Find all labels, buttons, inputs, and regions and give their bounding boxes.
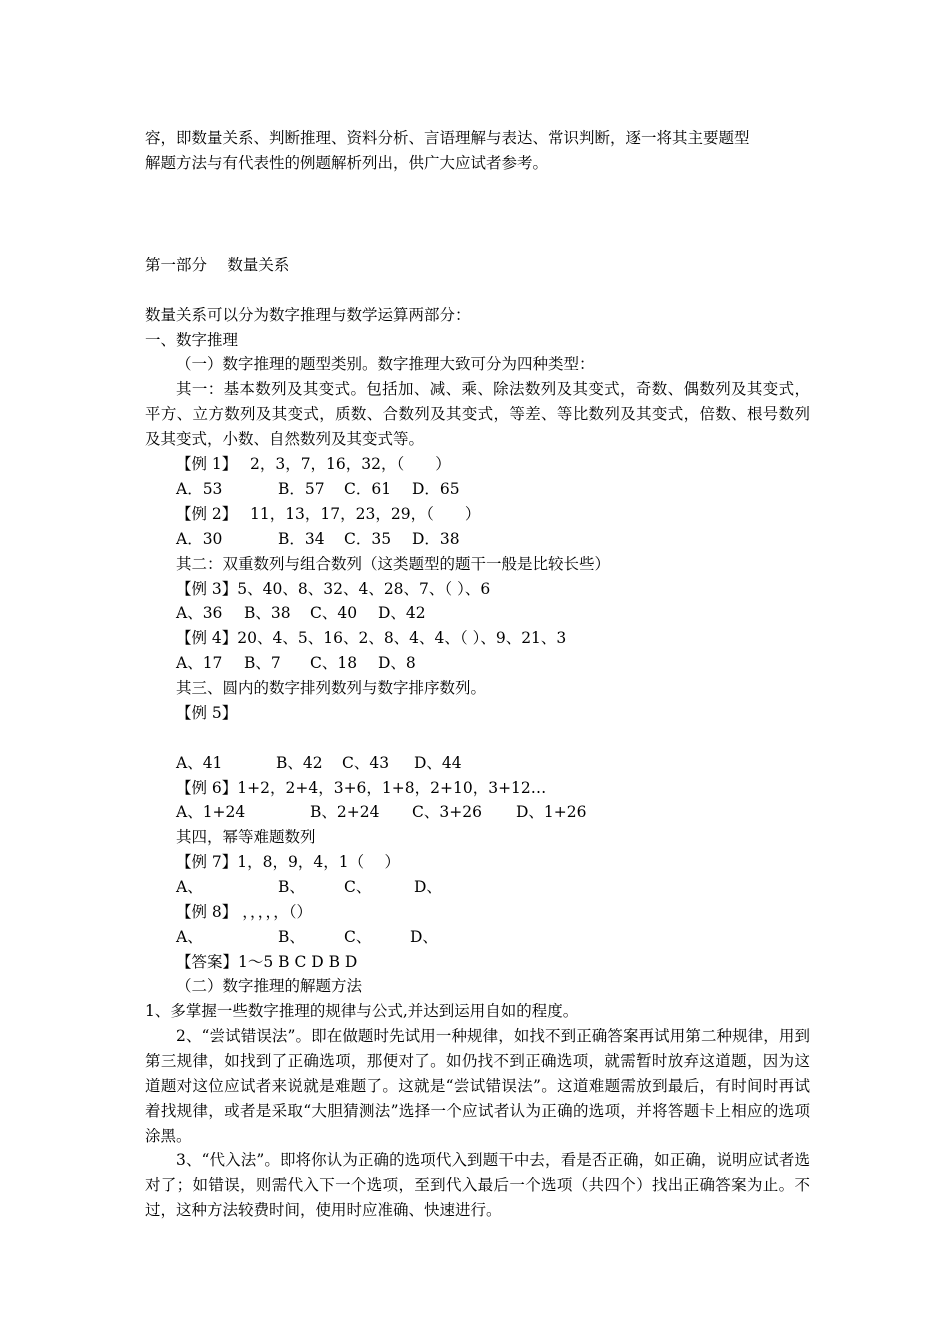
example-6-options xyxy=(176,800,810,825)
types-heading: （一）数字推理的题型类别。数字推理大致可分为四种类型： xyxy=(176,355,595,373)
example-6: 【例 6】1+2，2+4，3+6，1+8，2+10，3+12… xyxy=(176,779,547,797)
option-b: B、2+24 xyxy=(310,803,380,821)
example-7: 【例 7】1，8，9，4，1（ ） xyxy=(176,853,401,871)
example-5: 【例 5】 xyxy=(176,704,238,722)
option-b: B、7 xyxy=(244,654,281,672)
part-title: 第一部分 数量关系 xyxy=(145,256,290,274)
option-c: C、 xyxy=(344,928,372,946)
option-b: B．34 xyxy=(278,530,325,548)
option-d: D．65 xyxy=(412,480,460,498)
part-summary: 数量关系可以分为数字推理与数学运算两部分： xyxy=(145,306,471,324)
example-8-options xyxy=(176,925,810,950)
type4-heading: 其四，幂等难题数列 xyxy=(176,828,316,846)
example-3-options xyxy=(176,601,810,626)
option-c: C．61 xyxy=(344,480,392,498)
option-c: C．35 xyxy=(344,530,392,548)
method-3-paragraph: 3、“代入法”。即将你认为正确的选项代入到题干中去，看是否正确，如正确，说明应试者选对了；如错误，则需代入下一个选项，至到代入最后一个选项（共四个）找出正确答案为止。不过，这种方法较费时间，使用时应准确、快速进行。 xyxy=(145,1151,810,1219)
example-4-options xyxy=(176,651,810,676)
option-d: D、8 xyxy=(378,654,416,672)
example-1-options xyxy=(176,477,810,502)
option-d: D．38 xyxy=(412,530,460,548)
option-d: D、1+26 xyxy=(516,803,587,821)
option-a: A、 xyxy=(176,878,203,896)
example-3: 【例 3】5、40、8、32、4、28、7、（ ）、6 xyxy=(176,580,491,598)
example-2: 【例 2】 11，13，17，23，29，（ ） xyxy=(176,505,481,523)
option-b: B、 xyxy=(278,928,305,946)
intro-line-2: 解题方法与有代表性的例题解析列出，供广大应试者参考。 xyxy=(145,154,549,172)
option-b: B、 xyxy=(278,878,305,896)
option-b: B、38 xyxy=(244,604,291,622)
example-5-options xyxy=(176,751,810,776)
option-c: C、3+26 xyxy=(412,803,482,821)
option-d: D、42 xyxy=(378,604,426,622)
option-a: A．53 xyxy=(176,480,223,498)
method-1: 1、多掌握一些数字推理的规律与公式,并达到运用自如的程度。 xyxy=(145,1002,579,1020)
methods-heading: （二）数字推理的解题方法 xyxy=(176,977,363,995)
option-a: A、17 xyxy=(176,654,223,672)
type3-heading: 其三、圆内的数字排列数列与数字排序数列。 xyxy=(176,679,487,697)
type2-heading: 其二：双重数列与组合数列（这类题型的题干一般是比较长些） xyxy=(176,555,611,573)
section-heading: 一、数字推理 xyxy=(145,331,239,349)
option-a: A、36 xyxy=(176,604,223,622)
option-c: C、18 xyxy=(310,654,358,672)
option-c: C、 xyxy=(344,878,372,896)
option-c: C、40 xyxy=(310,604,358,622)
option-a: A．30 xyxy=(176,530,223,548)
example-8: 【例 8】 ，，，，，（） xyxy=(176,903,312,921)
option-b: B．57 xyxy=(278,480,325,498)
example-7-options xyxy=(176,875,810,900)
option-a: A、41 xyxy=(176,754,223,772)
example-2-options xyxy=(176,527,810,552)
example-4: 【例 4】20、4、5、16、2、8、4、4、（ ）、9、21、3 xyxy=(176,629,567,647)
type1-paragraph: 其一：基本数列及其变式。包括加、减、乘、除法数列及其变式，奇数、偶数列及其变式，平方、立方数列及其变式，质数、合数列及其变式，等差、等比数列及其变式，倍数、根号数列及其变式，小数、自然数列及其变式等。 xyxy=(145,380,810,448)
example-1: 【例 1】 2，3，7，16，32，（ ） xyxy=(176,455,451,473)
option-a: A、 xyxy=(176,928,203,946)
answer-key: 【答案】1～5 B C D B D xyxy=(176,953,358,971)
option-d: D、 xyxy=(414,878,442,896)
option-d: D、 xyxy=(410,928,438,946)
option-a: A、1+24 xyxy=(176,803,246,821)
option-d: D、44 xyxy=(414,754,462,772)
option-b: B、42 xyxy=(276,754,323,772)
intro-line-1: 容，即数量关系、判断推理、资料分析、言语理解与表达、常识判断，逐一将其主要题型 xyxy=(145,129,750,147)
option-c: C、43 xyxy=(342,754,390,772)
method-2-paragraph: 2、“尝试错误法”。即在做题时先试用一种规律，如找不到正确答案再试用第二种规律，用到第三规律，如找到了正确选项，那便对了。如仍找不到正确选项，就需暂时放弃这道题，因为这道题对这位应试者来说就是难题了。这就是“尝试错误法”。这道难题需放到最后，有时间时再试着找规律，或者是采取“大胆猜测法”选择一个应试者认为正确的选项，并将答题卡上相应的选项涂黑。 xyxy=(145,1027,810,1145)
